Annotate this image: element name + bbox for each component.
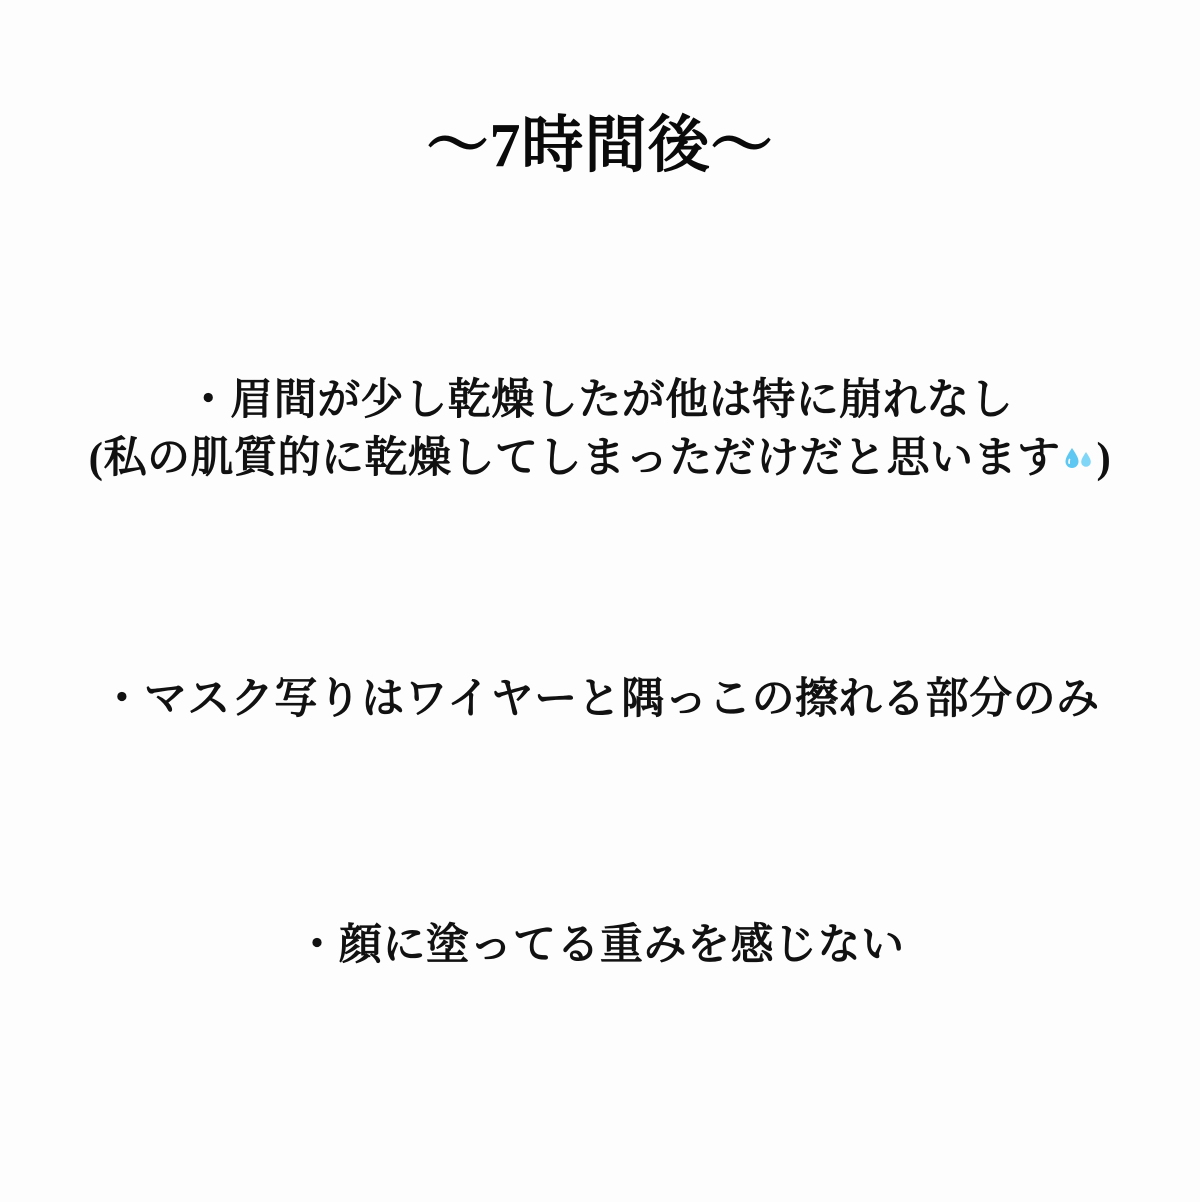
- sweat-droplets-icon: [1062, 434, 1096, 468]
- note-block-1-line-2: [0, 430, 1200, 488]
- note-block-1-line-1: ・眉間が少し乾燥したが他は特に崩れなし: [186, 377, 1014, 424]
- note-block-1-line-2-suffix: ): [1096, 435, 1112, 483]
- note-block-1: [0, 372, 1200, 488]
- note-block-1-line-2-prefix: (私の肌質的に乾燥してしまっただけだと思います: [88, 435, 1061, 483]
- note-block-2: ・マスク写りはワイヤーと隅っこの擦れる部分のみ: [100, 676, 1100, 723]
- note-block-3: ・顔に塗ってる重みを感じない: [295, 922, 905, 969]
- page-title: 〜7時間後〜: [426, 112, 774, 180]
